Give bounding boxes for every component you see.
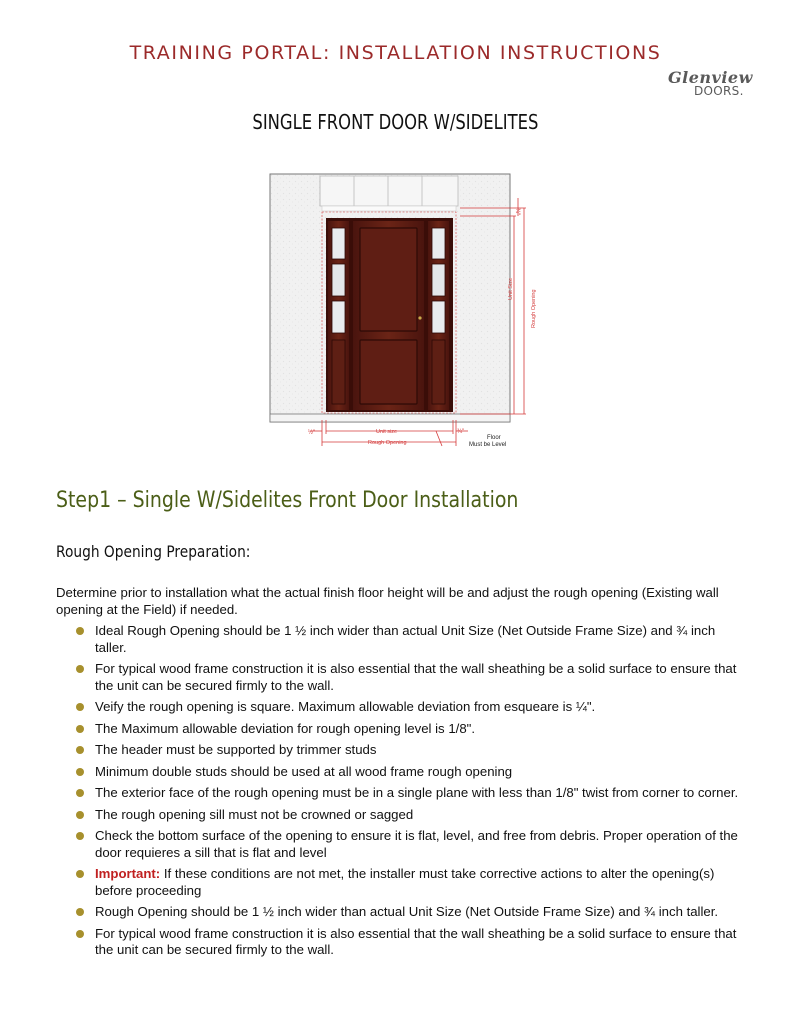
- bullet-icon: [76, 789, 84, 797]
- bullet-icon: [76, 725, 84, 733]
- list-item: The exterior face of the rough opening must be in a single plane with less than 1/8" twist from corner to corner.: [76, 785, 748, 802]
- list-item: The Maximum allowable deviation for rough opening level is 1/8".: [76, 721, 748, 738]
- bullet-icon: [76, 811, 84, 819]
- dim-top-quarter: ¾": [514, 208, 520, 216]
- bullet-icon: [76, 870, 84, 878]
- door-unit: [326, 218, 453, 412]
- company-logo: [664, 70, 774, 100]
- logo-doors: DOORS.: [694, 84, 744, 98]
- requirements-list: [76, 623, 748, 964]
- dim-unit-size: Unit size: [376, 429, 398, 435]
- list-item: Rough Opening should be 1 ½ inch wider than actual Unit Size (Net Outside Frame Size) and ¾ inch taller.: [76, 904, 748, 921]
- dim-left-half: ½": [308, 430, 316, 436]
- list-item: For typical wood frame construction it is also essential that the wall sheathing be a solid surface to ensure that the unit can be secured firmly to the wall.: [76, 926, 748, 959]
- header-panels: [320, 176, 458, 211]
- door-diagram: [264, 168, 554, 464]
- important-label: Important:: [95, 866, 161, 881]
- list-item: Veify the rough opening is square. Maximum allowable deviation from esqueare is ¼".: [76, 699, 748, 716]
- bullet-icon: [76, 665, 84, 673]
- list-item: Minimum double studs should be used at all wood frame rough opening: [76, 764, 748, 781]
- bullet-icon: [76, 832, 84, 840]
- intro-paragraph: Determine prior to installation what the actual finish floor height will be and adjust the rough opening (Existing wall opening at the Field) if needed.: [56, 585, 719, 617]
- bullet-icon: [76, 768, 84, 776]
- dim-rough-opening: Rough Opening: [368, 440, 407, 446]
- step-title: Step1 – Single W/Sidelites Front Door Installation: [56, 488, 519, 513]
- important-text: If these conditions are not met, the installer must take corrective actions to alter the opening(s) before proceeding: [95, 866, 715, 898]
- list-item: Ideal Rough Opening should be 1 ½ inch wider than actual Unit Size (Net Outside Frame Size) and ¾ inch taller.: [76, 623, 748, 656]
- document-title: SINGLE FRONT DOOR W/SIDELITES: [252, 110, 539, 134]
- bullet-icon: [76, 627, 84, 635]
- list-item: Check the bottom surface of the opening to ensure it is flat, level, and free from debris. Proper operation of the door requieres a sill that is flat and level: [76, 828, 748, 861]
- list-item: For typical wood frame construction it is also essential that the wall sheathing be a solid surface to ensure that the unit can be secured firmly to the wall.: [76, 661, 748, 694]
- dim-rough-opening-vertical: Rough Opening: [531, 289, 537, 328]
- list-item: The header must be supported by trimmer studs: [76, 742, 748, 759]
- dim-right-quarter: ¾": [457, 429, 465, 435]
- floor-label: Floor: [487, 435, 501, 441]
- dim-unit-size-vertical: Unit Size: [508, 277, 514, 300]
- section-subtitle: Rough Opening Preparation:: [56, 542, 251, 561]
- header-title: TRAINING PORTAL: INSTALLATION INSTRUCTIONS: [129, 42, 662, 64]
- bullet-icon: [76, 908, 84, 916]
- important-item: [76, 866, 748, 899]
- logo-script: Glenview: [668, 68, 753, 87]
- floor-line: [270, 414, 510, 422]
- bullet-icon: [76, 930, 84, 938]
- bullet-icon: [76, 703, 84, 711]
- bullet-icon: [76, 746, 84, 754]
- list-item: The rough opening sill must not be crowned or sagged: [76, 807, 748, 824]
- floor-level-label: Must be Level: [469, 442, 507, 448]
